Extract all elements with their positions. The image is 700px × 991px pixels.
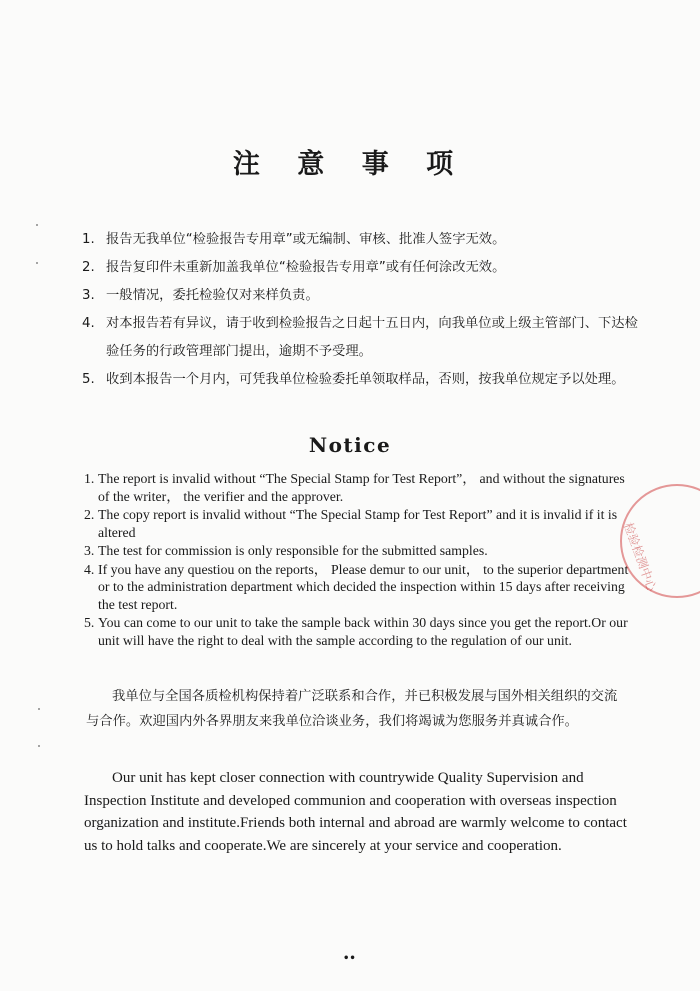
- notice-heading: Notice: [308, 433, 392, 457]
- scan-speck: [38, 745, 40, 747]
- intro-paragraph-cn: 我单位与全国各质检机构保持着广泛联系和合作，并已积极发展与国外相关组织的交流与合作。欢迎国内外各界朋友来我单位洽谈业务，我们将竭诚为您服务并真诚合作。: [86, 689, 618, 729]
- page-title: 注 意 事 项: [232, 149, 468, 180]
- notice-list-cn: [82, 226, 642, 394]
- item-number: 3.: [84, 543, 95, 558]
- list-item: [82, 366, 642, 394]
- list-item: [84, 470, 630, 505]
- red-seal-stamp: [620, 484, 700, 598]
- list-item: [82, 254, 642, 282]
- item-text: The test for commission is only responsible for the submitted samples.: [98, 543, 488, 558]
- item-number: 2.: [84, 507, 95, 522]
- item-number: 5.: [84, 615, 95, 630]
- item-number: 1.: [84, 471, 95, 486]
- list-item: [84, 542, 630, 560]
- item-text: 对本报告若有异议，请于收到检验报告之日起十五日内，向我单位或上级主管部门、下达检验任务的行政管理部门提出，逾期不予受理。: [106, 316, 638, 359]
- list-item: [82, 282, 642, 310]
- item-text: 报告无我单位“检验报告专用章”或无编制、审核、批准人签字无效。: [106, 232, 506, 247]
- item-text: 报告复印件未重新加盖我单位“检验报告专用章”或有任何涂改无效。: [106, 260, 506, 275]
- item-number: 3.: [82, 288, 95, 303]
- list-item: [82, 226, 642, 254]
- item-text: The copy report is invalid without “The Special Stamp for Test Report” and it is invalid if it is altered: [98, 507, 618, 540]
- item-number: 5.: [82, 372, 95, 387]
- scan-speck: [36, 224, 38, 226]
- footer-mark: ••: [343, 953, 356, 964]
- scan-speck: [38, 708, 40, 710]
- stamp-text: 检验检测中心: [620, 520, 659, 594]
- notice-list-en: [84, 470, 630, 650]
- list-item: [84, 561, 630, 614]
- scan-speck: [36, 262, 38, 264]
- item-text: 一般情况，委托检验仅对来样负责。: [106, 288, 319, 303]
- item-text: The report is invalid without “The Special Stamp for Test Report”， and without the signatures of the writer， the verifier and the approver.: [98, 471, 625, 504]
- item-number: 2.: [82, 260, 95, 275]
- item-number: 1.: [82, 232, 95, 247]
- item-number: 4.: [82, 316, 95, 331]
- intro-paragraph-en: Our unit has kept closer connection with countrywide Quality Supervision and Inspection Institute and developed communion and cooperation with overseas inspection organization and institute.Friends both internal and abroad are warmly welcome to contact us to hold talks and cooperate.We are sincerely at your service and cooperation.: [84, 770, 627, 854]
- list-item: [82, 310, 642, 366]
- item-number: 4.: [84, 561, 95, 577]
- item-text: 收到本报告一个月内，可凭我单位检验委托单领取样品，否则，按我单位规定予以处理。: [106, 372, 625, 387]
- list-item: [84, 506, 630, 541]
- list-item: [84, 614, 630, 649]
- item-text: You can come to our unit to take the sample back within 30 days since you get the report.Or our unit will have the right to deal with the sample according to the regulation of our unit.: [98, 615, 628, 648]
- item-text: If you have any questiou on the reports， Please demur to our unit， to the superior department or to the administration department which decided the inspection within 15 days after receiving the test report.: [98, 561, 629, 612]
